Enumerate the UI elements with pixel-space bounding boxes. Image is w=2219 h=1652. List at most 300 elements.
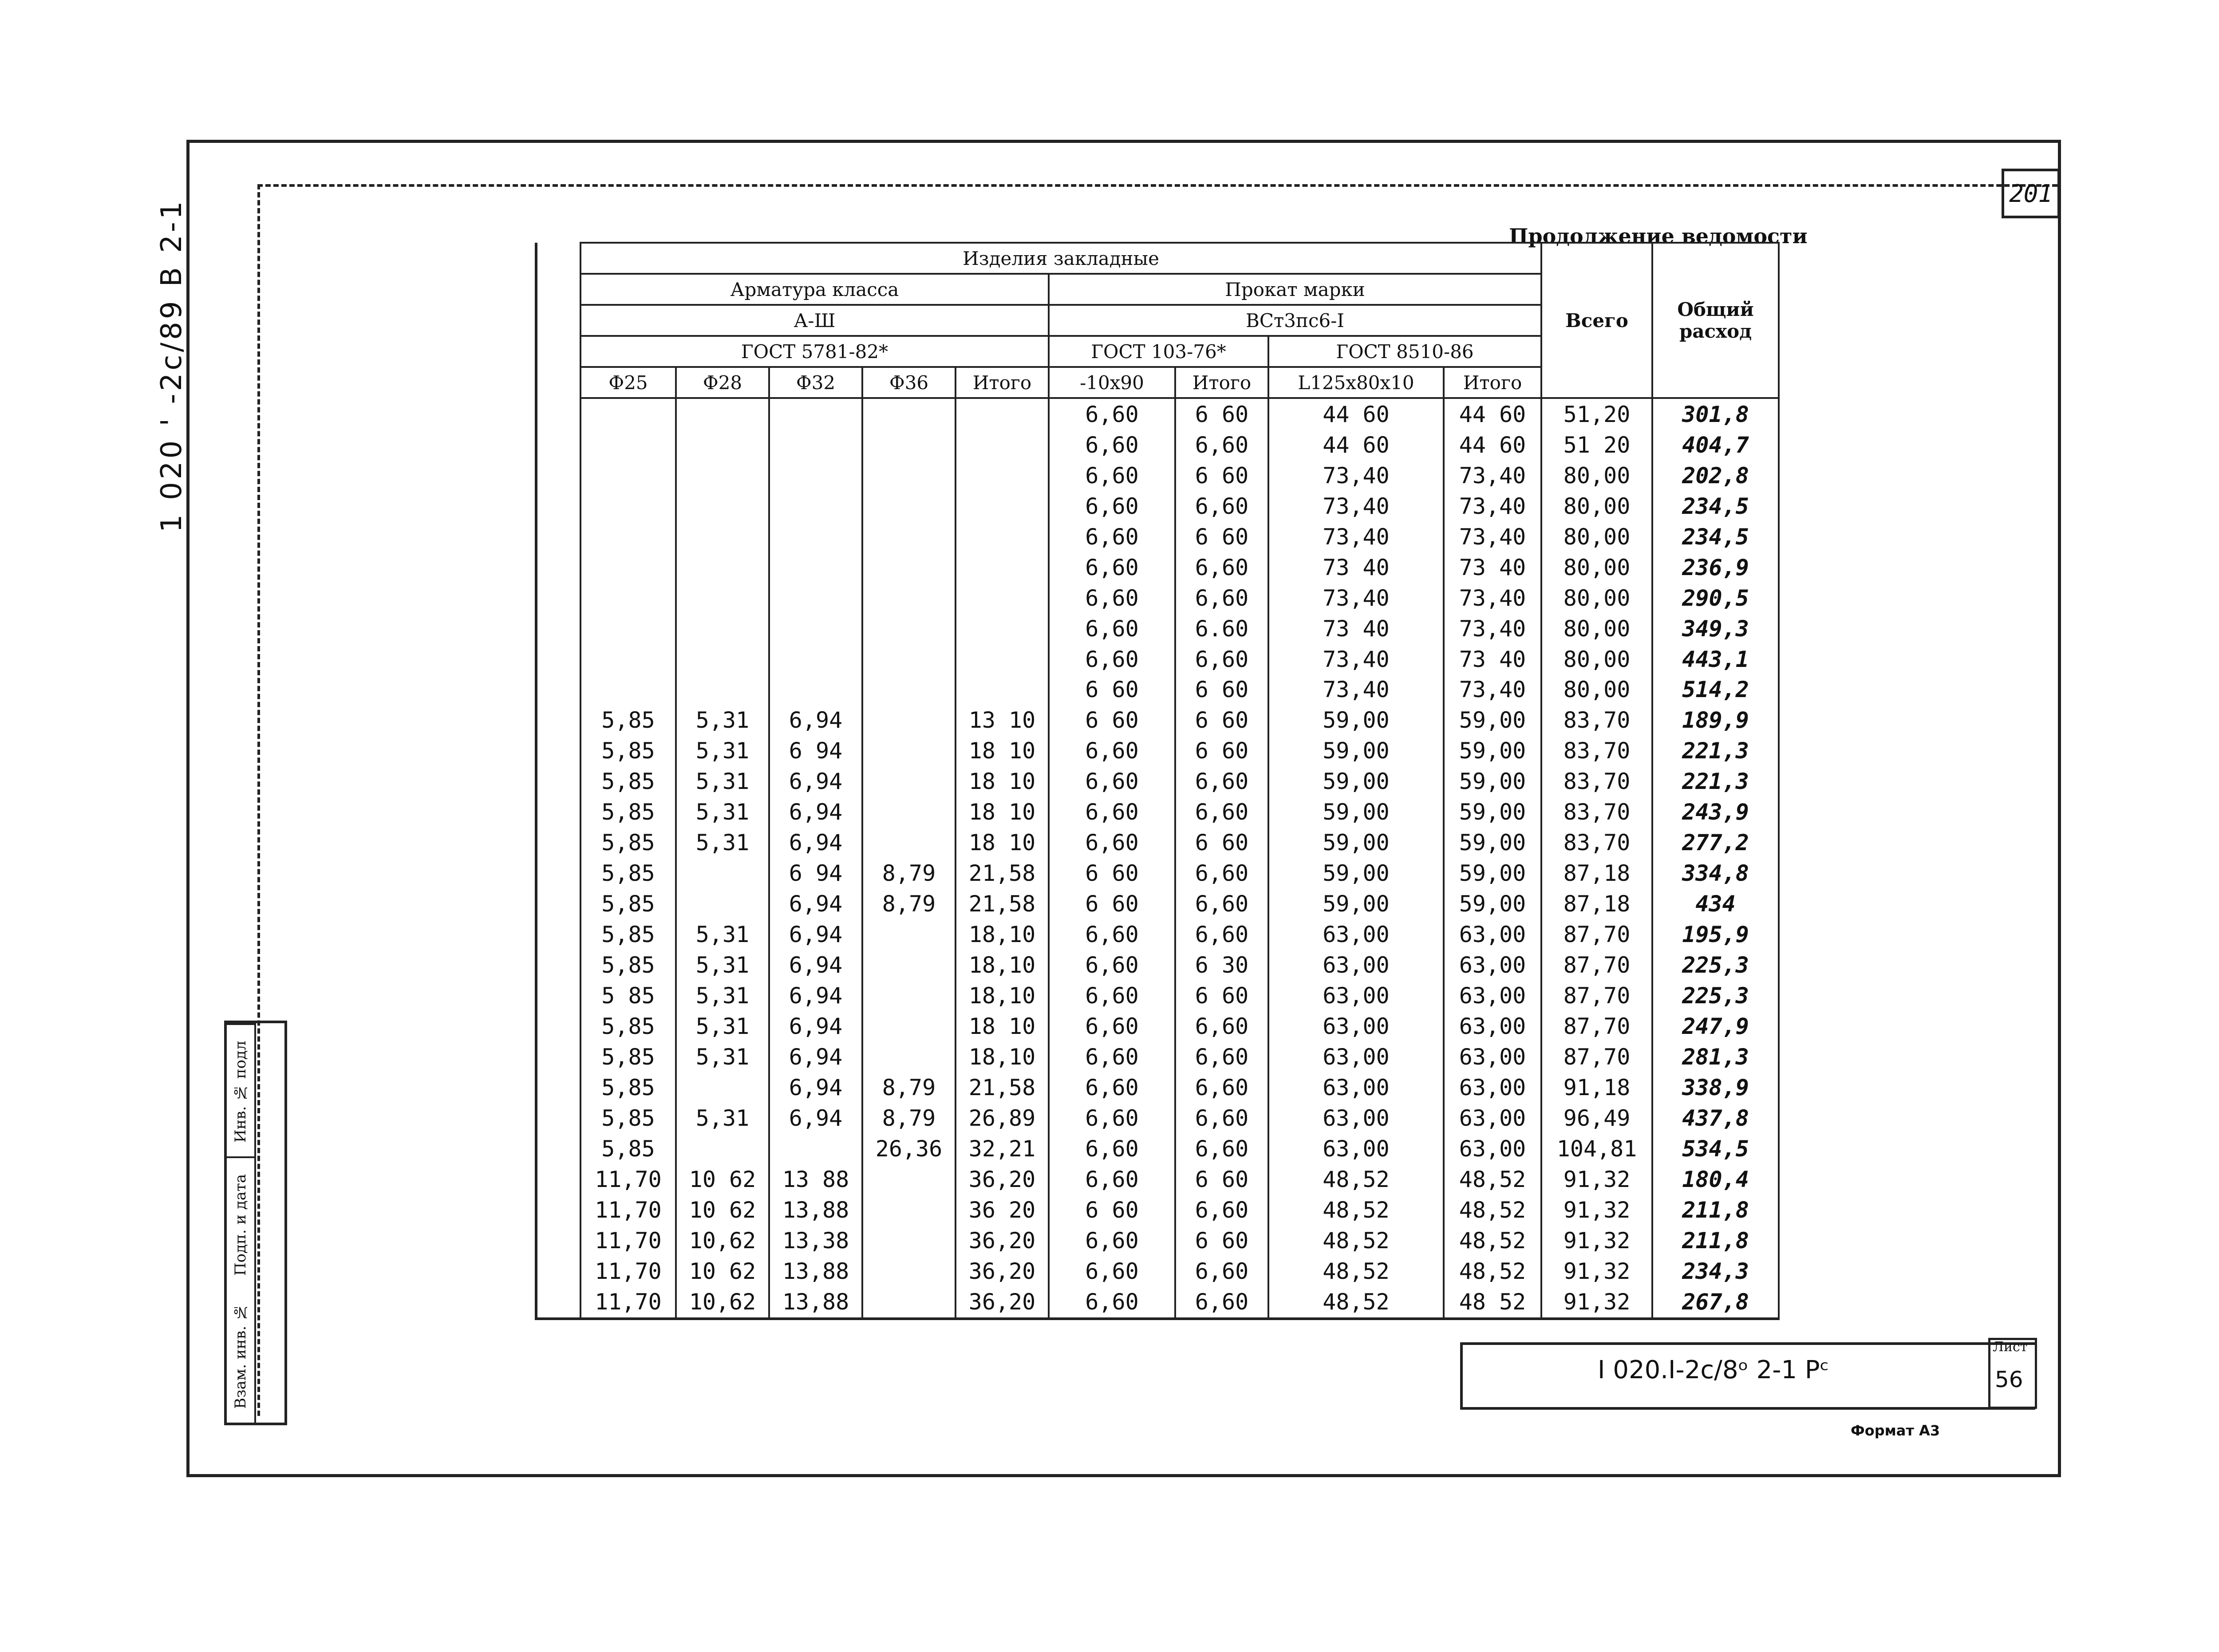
table-cell: 6 94 [769,736,862,766]
table-cell: 5 85 [580,981,676,1011]
table-cell: 63,00 [1268,981,1444,1011]
table-cell: 73,40 [1268,674,1444,705]
table-cell: 73,40 [1268,491,1444,521]
table-cell: 10 62 [676,1256,769,1287]
table-cell: 6 60 [1175,981,1268,1011]
table-cell: 73,40 [1268,583,1444,613]
table-cell: 13,38 [769,1226,862,1256]
table-cell [862,736,956,766]
table-cell: 6,60 [1175,858,1268,889]
table-cell: 6 60 [1175,521,1268,552]
table-row [536,1195,1779,1226]
table-cell: 18,10 [956,981,1049,1011]
table-cell [580,491,676,521]
row-gutter [536,644,580,674]
table-cell: 6,60 [1049,1134,1175,1164]
table-cell: 6,60 [1049,766,1175,797]
col-header-angle: L125x80x10 [1268,367,1444,398]
table-cell: 5,85 [580,1103,676,1134]
table-cell: 96,49 [1541,1103,1652,1134]
col-header-f28: Ф28 [676,367,769,398]
table-cell: 5,31 [676,1042,769,1072]
table-cell [862,1042,956,1072]
table-cell [956,521,1049,552]
table-cell: 83,70 [1541,828,1652,858]
table-cell: 80,00 [1541,583,1652,613]
table-cell: 104,81 [1541,1134,1652,1164]
table-cell [862,430,956,460]
table-cell [769,552,862,583]
table-cell: 73,40 [1444,674,1541,705]
table-cell: 48,52 [1268,1226,1444,1256]
table-cell [676,1072,769,1103]
table-cell: 87,70 [1541,1042,1652,1072]
table-cell: 6,60 [1049,1226,1175,1256]
table-cell: 349,3 [1652,613,1779,644]
table-cell: 6,94 [769,766,862,797]
table-cell: 48,52 [1268,1256,1444,1287]
row-gutter [536,766,580,797]
table-cell [862,583,956,613]
table-cell: 6,60 [1049,1103,1175,1134]
table-cell: 59,00 [1268,766,1444,797]
table-cell [862,521,956,552]
table-cell: 6,60 [1175,766,1268,797]
row-gutter [536,1256,580,1287]
table-cell: 13 88 [769,1164,862,1195]
table-row [536,583,1779,613]
table-cell [862,981,956,1011]
table-cell: 6,60 [1049,491,1175,521]
table-cell: 6,60 [1175,889,1268,919]
table-cell: 21,58 [956,858,1049,889]
row-gutter [536,1134,580,1164]
col-header-itogo-angle: Итого [1444,367,1541,398]
table-cell: 59,00 [1444,705,1541,736]
table-cell: 63,00 [1268,1011,1444,1042]
table-cell: 5,85 [580,889,676,919]
table-cell: 11,70 [580,1195,676,1226]
table-cell [862,1226,956,1256]
table-cell: 5,85 [580,828,676,858]
table-cell: 6,60 [1049,1164,1175,1195]
table-cell [676,613,769,644]
table-cell: 63,00 [1268,919,1444,950]
table-cell: 80,00 [1541,521,1652,552]
table-cell [580,398,676,430]
table-row [536,766,1779,797]
table-cell [862,674,956,705]
table-cell: 63,00 [1268,1134,1444,1164]
table-cell: 91,18 [1541,1072,1652,1103]
table-cell: 87,18 [1541,889,1652,919]
table-cell: 6,60 [1175,797,1268,828]
table-cell: 83,70 [1541,736,1652,766]
table-cell: 8,79 [862,889,956,919]
table-cell: 36,20 [956,1256,1049,1287]
table-cell: 48,52 [1268,1287,1444,1319]
table-cell: 59,00 [1268,797,1444,828]
table-cell: 5,31 [676,981,769,1011]
table-cell: 6 60 [1175,674,1268,705]
row-gutter [536,583,580,613]
table-cell: 6,60 [1175,491,1268,521]
table-cell: 6,60 [1049,583,1175,613]
table-cell: 63,00 [1268,1042,1444,1072]
table-cell: 10 62 [676,1164,769,1195]
row-gutter [536,398,580,430]
header-prokat-gost-1: ГОСТ 103-76* [1049,336,1268,367]
table-cell: 18,10 [956,919,1049,950]
table-cell [956,644,1049,674]
table-cell: 301,8 [1652,398,1779,430]
table-cell: 48,52 [1444,1226,1541,1256]
table-cell: 195,9 [1652,919,1779,950]
table-cell: 5,31 [676,797,769,828]
table-cell [862,1287,956,1319]
table-cell [956,491,1049,521]
table-cell: 6,60 [1049,736,1175,766]
row-gutter [536,552,580,583]
table-row [536,1042,1779,1072]
table-cell [676,583,769,613]
col-header-plate: -10х90 [1049,367,1175,398]
table-cell: 59,00 [1444,828,1541,858]
table-cell: 44 60 [1268,398,1444,430]
table-row [536,613,1779,644]
table-cell: 534,5 [1652,1134,1779,1164]
table-cell [956,460,1049,491]
table-cell: 48,52 [1444,1164,1541,1195]
table-cell: 5,85 [580,1134,676,1164]
table-cell: 48,52 [1268,1195,1444,1226]
table-cell: 6 30 [1175,950,1268,981]
table-cell: 63,00 [1444,919,1541,950]
table-cell: 6,94 [769,1042,862,1072]
table-cell: 83,70 [1541,797,1652,828]
table-row [536,950,1779,981]
row-gutter [536,950,580,981]
table-cell: 6 60 [1049,674,1175,705]
table-cell [676,521,769,552]
table-cell: 6,60 [1049,1256,1175,1287]
table-cell: 59,00 [1268,736,1444,766]
table-row [536,1164,1779,1195]
col-header-f32: Ф32 [769,367,862,398]
table-cell [862,491,956,521]
table-cell [862,1164,956,1195]
table-cell: 59,00 [1268,858,1444,889]
table-row [536,858,1779,889]
table-cell: 6,60 [1049,613,1175,644]
table-cell [862,828,956,858]
table-cell: 21,58 [956,1072,1049,1103]
header-prokat-gost-2: ГОСТ 8510-86 [1268,336,1541,367]
table-cell: 13 10 [956,705,1049,736]
table-cell: 404,7 [1652,430,1779,460]
table-cell [580,521,676,552]
table-cell: 8,79 [862,1103,956,1134]
table-cell: 6 60 [1175,828,1268,858]
row-gutter [536,705,580,736]
table-cell: 6,60 [1049,1072,1175,1103]
sheet-corner-number: 201 [2002,169,2060,218]
table-cell: 5,31 [676,736,769,766]
table-body [536,398,1779,1319]
table-cell [769,613,862,644]
table-cell: 63,00 [1444,1103,1541,1134]
table-cell: 91,32 [1541,1226,1652,1256]
table-cell: 437,8 [1652,1103,1779,1134]
table-row [536,828,1779,858]
table-cell: 80,00 [1541,644,1652,674]
table-cell [769,430,862,460]
table-cell: 6 60 [1049,858,1175,889]
table-cell: 32,21 [956,1134,1049,1164]
table-cell [769,644,862,674]
table-cell: 63,00 [1268,950,1444,981]
table-cell: 6,60 [1049,950,1175,981]
table-cell [862,1195,956,1226]
table-cell: 225,3 [1652,950,1779,981]
table-cell [769,583,862,613]
table-cell: 247,9 [1652,1011,1779,1042]
table-cell [862,552,956,583]
header-armatura-class: А-Ш [580,305,1049,336]
table-cell: 73 40 [1268,552,1444,583]
table-cell [862,1256,956,1287]
table-cell: 189,9 [1652,705,1779,736]
table-cell: 5,31 [676,1011,769,1042]
table-cell: 6,60 [1049,460,1175,491]
table-cell: 6,94 [769,919,862,950]
table-cell: 10 62 [676,1195,769,1226]
table-cell: 80,00 [1541,552,1652,583]
table-cell: 44 60 [1268,430,1444,460]
table-cell [769,674,862,705]
table-cell: 73,40 [1444,521,1541,552]
table-cell: 73,40 [1444,460,1541,491]
table-cell: 63,00 [1444,1072,1541,1103]
sheet-label: Лист [1993,1339,2028,1355]
table-cell: 18 10 [956,736,1049,766]
table-cell [676,644,769,674]
table-cell: 13,88 [769,1195,862,1226]
table-cell: 6,60 [1049,981,1175,1011]
side-document-code [155,169,195,532]
table-cell: 6,60 [1175,1042,1268,1072]
format-label: Формат А3 [1851,1422,1940,1439]
header-vsego: Всего [1541,243,1652,398]
table-cell: 211,8 [1652,1226,1779,1256]
table-cell: 10,62 [676,1287,769,1319]
table-cell: 6 60 [1049,1195,1175,1226]
table-cell [676,858,769,889]
table-cell: 5,31 [676,950,769,981]
table-cell: 6,60 [1049,644,1175,674]
table-cell: 13,88 [769,1256,862,1287]
table-cell: 73,40 [1444,491,1541,521]
table-cell: 63,00 [1444,950,1541,981]
table-cell: 6,60 [1049,828,1175,858]
table-cell: 6,94 [769,705,862,736]
row-gutter [536,1072,580,1103]
materials-table [535,242,1780,1320]
table-cell [862,766,956,797]
table-cell: 59,00 [1268,889,1444,919]
table-cell: 6 60 [1049,705,1175,736]
table-cell: 87,70 [1541,1011,1652,1042]
row-gutter [536,1042,580,1072]
table-cell: 63,00 [1444,1134,1541,1164]
row-gutter [536,1011,580,1042]
table-cell: 6 60 [1049,889,1175,919]
table-cell [862,460,956,491]
table-cell: 6,60 [1175,430,1268,460]
table-cell: 6,94 [769,1072,862,1103]
stamp-divider [254,1023,256,1423]
table-cell: 514,2 [1652,674,1779,705]
table-cell: 44 60 [1444,398,1541,430]
table-row [536,1072,1779,1103]
table-cell: 6,60 [1049,1287,1175,1319]
table-cell: 26,89 [956,1103,1049,1134]
table-cell: 51 20 [1541,430,1652,460]
table-row [536,644,1779,674]
table-row [536,981,1779,1011]
table-cell [956,674,1049,705]
table-cell: 6,60 [1175,919,1268,950]
table-cell [769,491,862,521]
row-gutter [536,1195,580,1226]
table-cell: 6,60 [1049,552,1175,583]
table-cell: 21,58 [956,889,1049,919]
row-gutter [536,858,580,889]
row-gutter [536,736,580,766]
table-cell: 434 [1652,889,1779,919]
table-cell [676,491,769,521]
table-row [536,491,1779,521]
table-cell: 6,60 [1175,583,1268,613]
table-cell: 6,60 [1175,552,1268,583]
header-prokat-title: Прокат марки [1049,274,1541,305]
table-cell [769,521,862,552]
table-cell: 6 94 [769,858,862,889]
table-row [536,674,1779,705]
table-cell: 5,85 [580,797,676,828]
table-cell: 6,60 [1175,1011,1268,1042]
table-cell: 87,70 [1541,919,1652,950]
header-group-top: Изделия закладные [580,243,1541,274]
table-cell: 5,85 [580,1011,676,1042]
table-cell: 202,8 [1652,460,1779,491]
table-cell [676,889,769,919]
table-cell: 6,60 [1049,919,1175,950]
table-cell: 6 60 [1175,736,1268,766]
table-cell: 5,85 [580,766,676,797]
table-cell: 59,00 [1444,889,1541,919]
header-armatura-gost: ГОСТ 5781-82* [580,336,1049,367]
row-gutter [536,797,580,828]
table-cell: 59,00 [1444,736,1541,766]
side-code-text: 1 020 ' -2c/89 B 2-1 [155,198,188,532]
table-cell: 18,10 [956,1042,1049,1072]
table-cell: 91,32 [1541,1256,1652,1287]
row-gutter [536,919,580,950]
table-cell [580,430,676,460]
table-cell: 73,40 [1268,521,1444,552]
table-cell: 6,60 [1175,1072,1268,1103]
table-cell: 6 60 [1175,398,1268,430]
table-row [536,1011,1779,1042]
table-cell: 48 52 [1444,1287,1541,1319]
table-cell: 281,3 [1652,1042,1779,1072]
table-cell: 18 10 [956,1011,1049,1042]
row-gutter [536,1287,580,1319]
table-cell [862,644,956,674]
table-cell: 59,00 [1444,858,1541,889]
table-cell [580,460,676,491]
table-cell: 80,00 [1541,674,1652,705]
table-cell: 73 40 [1268,613,1444,644]
table-cell: 6 60 [1175,705,1268,736]
table-cell: 80,00 [1541,460,1652,491]
col-header-f25: Ф25 [580,367,676,398]
table-cell: 73,40 [1444,583,1541,613]
header-obshchiy: Общий расход [1652,243,1779,398]
table-cell: 59,00 [1268,705,1444,736]
table-cell: 63,00 [1268,1103,1444,1134]
table-cell: 8,79 [862,858,956,889]
table-cell: 5,31 [676,919,769,950]
col-header-itogo-plate: Итого [1175,367,1268,398]
row-gutter [536,460,580,491]
row-gutter [536,889,580,919]
table-cell [956,613,1049,644]
table-cell: 5,85 [580,950,676,981]
left-gutter [536,243,580,398]
table-cell: 221,3 [1652,736,1779,766]
table-cell: 73,40 [1268,460,1444,491]
table-cell [580,583,676,613]
table-cell: 243,9 [1652,797,1779,828]
table-cell: 334,8 [1652,858,1779,889]
table-cell: 6 60 [1175,1164,1268,1195]
table-cell: 277,2 [1652,828,1779,858]
table-cell: 5,31 [676,766,769,797]
table-cell: 5,85 [580,705,676,736]
table-cell [956,583,1049,613]
table-cell [862,1011,956,1042]
table-cell: 6,60 [1175,1103,1268,1134]
table-cell: 8,79 [862,1072,956,1103]
table-cell [956,398,1049,430]
row-gutter [536,981,580,1011]
table-cell [580,644,676,674]
row-gutter [536,674,580,705]
table-cell: 36 20 [956,1195,1049,1226]
table-cell: 36,20 [956,1164,1049,1195]
table-cell: 6,60 [1175,1287,1268,1319]
table-cell: 5,85 [580,1072,676,1103]
table-cell [676,430,769,460]
table-cell: 63,00 [1444,1042,1541,1072]
table-cell: 6,60 [1049,1042,1175,1072]
table-cell [956,430,1049,460]
table-cell [676,460,769,491]
table-cell: 18 10 [956,797,1049,828]
table-cell: 59,00 [1268,828,1444,858]
